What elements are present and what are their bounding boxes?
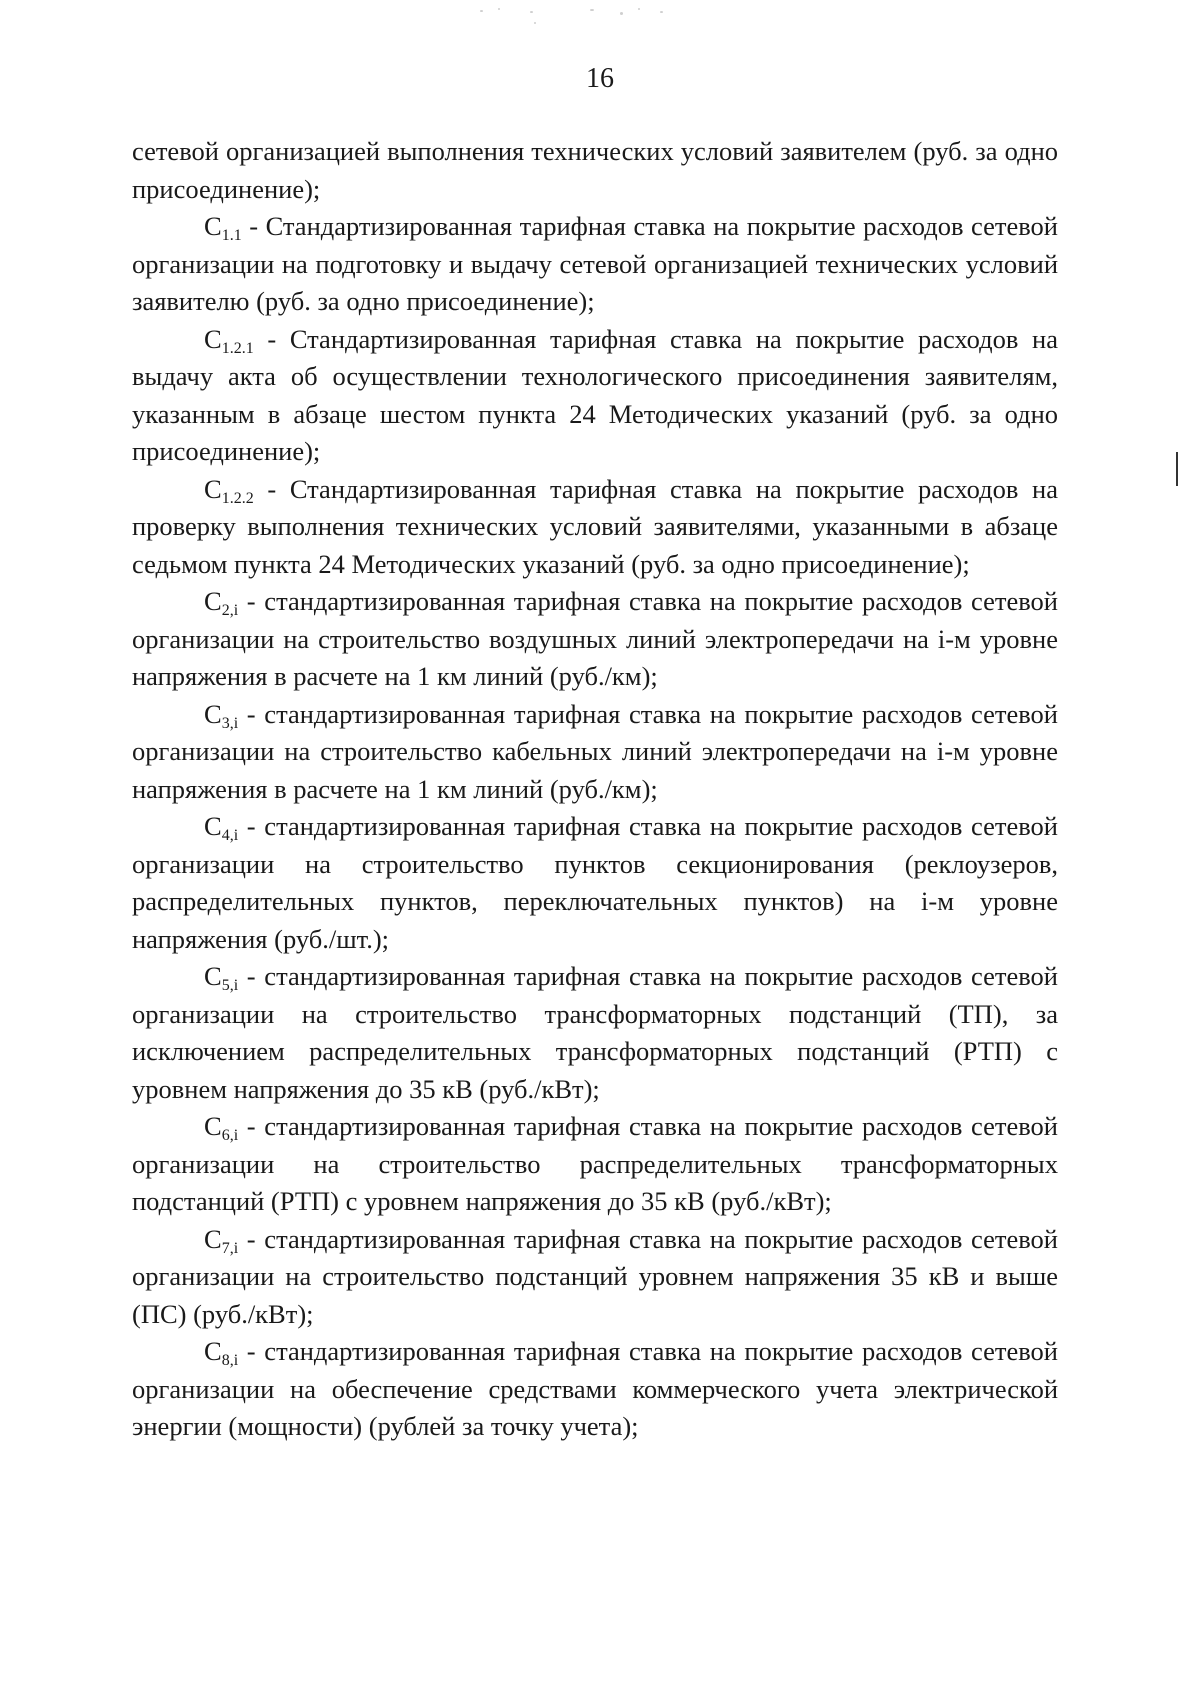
tariff-item [132, 1221, 1058, 1334]
tariff-subscript: 3,i [221, 714, 239, 732]
tariff-description: - стандартизированная тарифная ставка на покрытие расходов сетевой организации на строительство подстанций уровнем напряжения 35 кВ и выше (ПС) (руб./кВт); [132, 1223, 1058, 1329]
tariff-symbol: С [204, 698, 222, 729]
tariff-description: - стандартизированная тарифная ставка на покрытие расходов сетевой организации на строительство воздушных линий электропередачи на i-м уровне напряжения в расчете на 1 км линий (руб./км); [132, 586, 1058, 691]
tariff-description: - Стандартизированная тарифная ставка на покрытие расходов сетевой организации на подготовку и выдачу сетевой организацией технических условий заявителю (руб. за одно присоединение); [132, 211, 1058, 316]
tariff-subscript: 7,i [221, 1239, 239, 1257]
tariff-subscript: 1.2.1 [221, 339, 254, 357]
tariff-item [132, 321, 1058, 471]
tariff-subscript: 5,i [221, 977, 239, 994]
intro-paragraph: сетевой организацией выполнения технических условий заявителем (руб. за одно присоединение); [132, 136, 1058, 204]
tariff-item [132, 808, 1058, 958]
tariff-symbol: С [204, 211, 222, 241]
tariff-symbol: С [204, 1111, 222, 1141]
tariff-description: - стандартизированная тарифная ставка на покрытие расходов сетевой организации на строительство пунктов секционирования (реклоузеров, распределительных пунктов, переключательных пунктов) на i-м уровне напряжения (руб./шт.); [132, 811, 1058, 954]
margin-mark [1176, 452, 1178, 486]
tariff-description: - стандартизированная тарифная ставка на покрытие расходов сетевой организации на обеспечение средствами коммерческого учета электрической энергии (мощности) (рублей за точку учета); [132, 1336, 1058, 1441]
tariff-symbol: С [204, 1223, 222, 1254]
tariff-subscript: 8,i [221, 1352, 239, 1369]
tariff-symbol: С [204, 961, 222, 991]
tariff-item [132, 471, 1058, 584]
tariff-subscript: 1.2.2 [221, 489, 254, 507]
tariff-description: - стандартизированная тарифная ставка на покрытие расходов сетевой организации на строительство распределительных трансформаторных подстанций (РТП) с уровнем напряжения до 35 кВ (руб./кВт); [132, 1111, 1058, 1216]
tariff-subscript: 4,i [221, 827, 239, 844]
tariff-description: - Стандартизированная тарифная ставка на покрытие расходов на проверку выполнения технических условий заявителями, указанными в абзаце седьмом пункта 24 Методических указаний (руб. за одно присоединение); [132, 473, 1058, 579]
tariff-item [132, 1108, 1058, 1221]
tariff-item [132, 208, 1058, 321]
tariff-symbol: С [204, 586, 222, 616]
scan-artifact [470, 2, 720, 24]
tariff-item [132, 696, 1058, 809]
tariff-description: - Стандартизированная тарифная ставка на покрытие расходов на выдачу акта об осуществлении технологического присоединения заявителям, указанным в абзаце шестом пункта 24 Методических указаний (руб. за одно присоединение); [132, 323, 1058, 466]
tariff-description: - стандартизированная тарифная ставка на покрытие расходов сетевой организации на строительство трансформаторных подстанций (ТП), за исключением распределительных трансформаторных подстанций (РТП) с уровнем напряжения до 35 кВ (руб./кВт); [132, 961, 1058, 1104]
tariff-symbol: С [204, 323, 222, 354]
tariff-symbol: С [204, 473, 222, 504]
tariff-subscript: 1.1 [221, 227, 242, 244]
tariff-subscript: 2,i [221, 602, 239, 619]
tariff-symbol: С [204, 811, 222, 841]
tariff-item [132, 583, 1058, 696]
page-number: 16 [586, 63, 614, 94]
tariff-item [132, 958, 1058, 1108]
tariff-subscript: 6,i [221, 1127, 239, 1144]
document-body [132, 133, 1058, 1446]
tariff-description: - стандартизированная тарифная ставка на покрытие расходов сетевой организации на строительство кабельных линий электропередачи на i-м уровне напряжения в расчете на 1 км линий (руб./км); [132, 698, 1058, 804]
tariff-item [132, 1333, 1058, 1446]
tariff-symbol: С [204, 1336, 222, 1366]
